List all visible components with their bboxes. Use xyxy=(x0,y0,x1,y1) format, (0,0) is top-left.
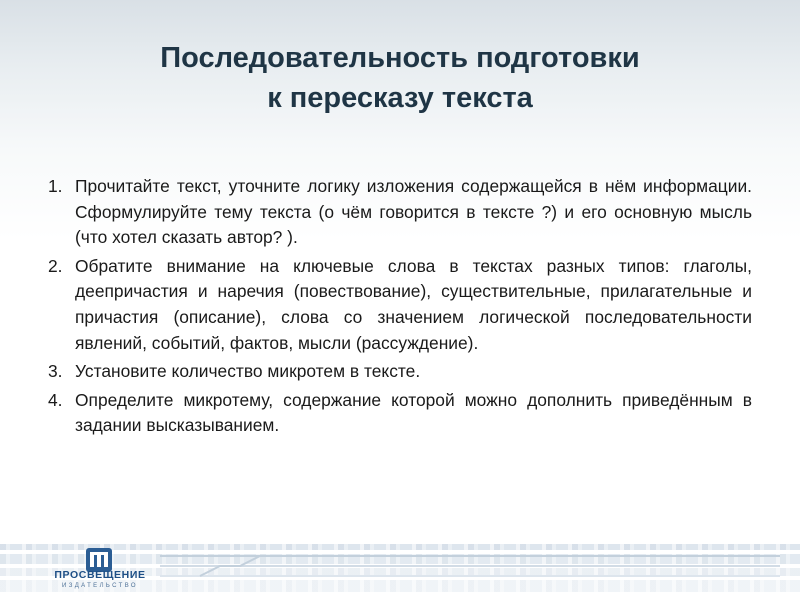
step-text: Прочитайте текст, уточните логику изложения содержащейся в нём информации. Сформулируйте тему текста (о чём говорится в тексте ?) и его основную мысль (что хотел сказать автор? ). xyxy=(75,176,752,248)
step-item-4 xyxy=(48,388,752,439)
steps-list xyxy=(48,174,752,442)
step-number: 2. xyxy=(48,255,63,276)
step-item-2 xyxy=(48,254,752,356)
step-item-1 xyxy=(48,174,752,251)
slide-title-line-1: Последовательность подготовки xyxy=(160,42,640,74)
footer-band xyxy=(0,540,800,600)
step-item-3 xyxy=(48,359,752,385)
step-text: Установите количество микротем в тексте. xyxy=(75,361,421,382)
step-number: 1. xyxy=(48,176,63,196)
step-number: 4. xyxy=(48,389,63,410)
slide-title-line-2: к пересказу текста xyxy=(267,82,533,114)
step-text: Обратите внимание на ключевые слова в текстах разных типов: глаголы, деепричастия и наречия (повествование), существительные, прилагательные и причастия (описание), слова со значением логической последовательности явлений, событий, фактов, мысли (рассуждение). xyxy=(75,255,752,353)
publisher-logo-subtitle: ИЗДАТЕЛЬСТВО xyxy=(61,583,138,589)
step-text: Определите микротему, содержание которой можно дополнить приведённым в задании высказыванием. xyxy=(75,389,752,436)
step-number: 3. xyxy=(48,361,63,382)
slide-title xyxy=(0,38,800,118)
publisher-logo-name: ПРОСВЕЩЕНИЕ xyxy=(54,569,146,581)
footer-stripe xyxy=(0,544,800,550)
footer-lines-decoration xyxy=(160,552,780,582)
